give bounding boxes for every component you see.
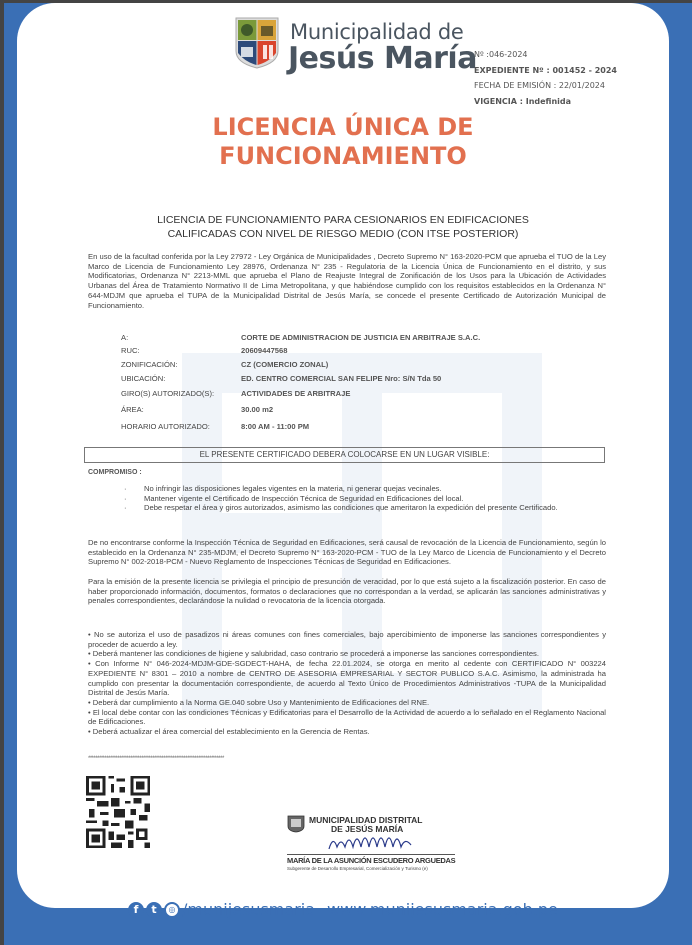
twitter-icon[interactable]: t (146, 902, 162, 918)
condition-item: • El local debe contar con las condiciones Técnicas y Edificatorias para el Desarrollo de la Actividad de acuerdo a lo señalado en el Reglamento Nacional de Edificaciones. (88, 707, 606, 727)
issue-date-label: FECHA DE EMISIÓN : (474, 81, 557, 90)
commitment-item (88, 503, 606, 513)
condition-item: • Deberá actualizar el área comercial del establecimiento en la Gerencia de Rentas. (88, 727, 370, 737)
license-title-line1: LICENCIA ÚNICA DE (212, 113, 474, 141)
document-number-value: 046-2024 (489, 50, 528, 59)
field-value: CZ (COMERCIO ZONAL) (241, 360, 329, 369)
condition-item: • Con Informe N° 046-2024-MDJM-GDE-SGDECT-HAHA, de fecha 22.01.2024, se otorga en merito al cedente con CERTIFICADO N° 003224 EXPEDIENTE N° 8301 – 2010 a nombre de CENTRO DE ASESORIA EMPRESARIAL Y SECTOR PUBLICO S.A.C. Asimismo, la administrada ha cumplido con presentar la documentación correspondiente, de acuerdo al Texto Único de Procedimientos Administrativos -TUPA de la Municipalidad Distrital de Jesús María. (88, 659, 606, 698)
document-number (474, 47, 617, 63)
signatory-name: MARÍA DE LA ASUNCIÓN ESCUDERO ARGUEDAS (287, 856, 456, 865)
conditions-list (88, 630, 606, 737)
license-subtitle (17, 213, 669, 241)
field-label: ZONIFICACIÓN: (121, 360, 178, 369)
commitment-list (88, 484, 606, 513)
field-value: CORTE DE ADMINISTRACION DE JUSTICIA EN ARBITRAJE S.A.C. (241, 333, 481, 342)
municipality-header (235, 17, 495, 79)
document-metadata (474, 47, 617, 109)
facebook-icon[interactable]: f (128, 902, 144, 918)
validity-label: VIGENCIA : (474, 96, 523, 106)
field-value: ACTIVIDADES DE ARBITRAJE (241, 389, 351, 398)
license-title-line2: FUNCIONAMIENTO (219, 142, 467, 170)
signatory-role: Subgerente de Desarrollo Empresarial, Comercialización y Turismo (e) (287, 866, 428, 871)
condition-item: • No se autoriza el uso de pasadizos ni áreas comunes con fines comerciales, bajo apercibimiento de imponerse las sanciones correspondientes y proceder de acuerdo a ley. (88, 630, 606, 649)
bullet-icon: · (124, 484, 127, 493)
condition-item: • Deberá dar cumplimiento a la Norma GE.040 sobre Uso y Mantenimiento de Edificaciones del RNE. (88, 697, 430, 707)
commitment-item-text: Mantener vigente el Certificado de Inspección Técnica de Seguridad en Edificaciones del local. (144, 493, 464, 503)
field-label: RUC: (121, 346, 140, 355)
field-label: A: (121, 333, 129, 342)
document-number-label: Nº : (474, 50, 489, 59)
social-handle[interactable]: /munijesusmaria (182, 900, 316, 919)
municipality-name-line2: Jesús María (288, 41, 477, 76)
commitment-item (88, 484, 606, 494)
validity-value: Indefinida (525, 96, 572, 106)
qr-code[interactable] (83, 773, 153, 851)
bullet-icon: · (124, 493, 127, 503)
field-value: 20609447568 (241, 346, 288, 355)
expediente-label: EXPEDIENTE Nº : (474, 65, 550, 75)
footer-contact (128, 899, 558, 921)
field-label: HORARIO AUTORIZADO: (121, 422, 210, 431)
stamp-line2: DE JESÚS MARÍA (331, 824, 404, 834)
veracity-paragraph: Para la emisión de la presente licencia se privilegia el principio de presunción de veracidad, por lo que está sujeto a la fiscalización posterior. En caso de haber proporcionado información, documentos, formatos o declaraciones que no correspondan a la verdad, se aplicarán las sanciones administrativas y penales correspondientes, declarándose la nulidad o revocatoria de la licencia otorgada. (88, 577, 606, 606)
issue-date-value: 22/01/2024 (558, 81, 605, 90)
field-label: UBICACIÓN: (121, 374, 166, 383)
website-link[interactable]: www.munijesusmaria.gob.pe (327, 900, 558, 919)
stamp-line1: MUNICIPALIDAD DISTRITAL (309, 815, 423, 825)
bullet-icon: · (124, 503, 127, 513)
commitment-item-text: No infringir las disposiciones legales vigentes en la materia, ni generar quejas vecinales. (144, 484, 442, 493)
visible-place-notice: EL PRESENTE CERTIFICADO DEBERA COLOCARSE EN UN LUGAR VISIBLE: (84, 447, 605, 463)
handwritten-signature (327, 825, 437, 855)
official-stamp (287, 811, 487, 881)
field-label: ÁREA: (121, 405, 144, 414)
stamp-shield-icon (287, 815, 305, 833)
field-value: 30.00 m2 (241, 405, 274, 414)
intro-paragraph: En uso de la facultad conferida por la Ley 27972 - Ley Orgánica de Municipalidades , Decreto Supremo N° 163-2020-PCM que aprueba el TUO de la Ley Marco de Licencia de Funcionamiento Ley 28976, Ordenanza N° 235 - Regulatoria de la Licencia Única de Funcionamiento en el distrito, y sus Modificatorias, Ordenanza N° 2213-MML que aprueba el Plano de Reajuste Integral de Zonificación de los Usos para la Ubicación de Actividades Urbanas del Área de Tratamiento Normativo II de Lima Metropolitana, y que habiéndose cumplido con los requisitos establecidos en la Ordenanza N° 644-MDJM que aprueba el TUPA de la Municipalidad Distrital de Jesús María, se concede el presente Certificado de Autorización Municipal de Funcionamiento. (88, 252, 606, 310)
commitment-item (88, 494, 606, 504)
issue-date (474, 78, 617, 94)
expediente-value: 001452 - 2024 (552, 65, 617, 75)
license-title (17, 113, 669, 171)
commitment-item-text: Debe respetar el área y giros autorizados, asimismo las condiciones que ameritaron la expedición del presente Certificado. (144, 503, 558, 513)
commitment-heading: COMPROMISO : (88, 469, 142, 476)
field-label: GIRO(S) AUTORIZADO(S): (121, 389, 215, 398)
license-subtitle-line2: CALIFICADAS CON NIVEL DE RIESGO MEDIO (CON ITSE POSTERIOR) (167, 228, 519, 240)
field-value: ED. CENTRO COMERCIAL SAN FELIPE Nro: S/N Tda 50 (241, 374, 442, 383)
municipality-name-line1: Municipalidad de (290, 20, 464, 44)
field-value: 8:00 AM - 11:00 PM (241, 422, 310, 431)
condition-item: • Deberá mantener las condiciones de higiene y salubridad, caso contrario se procederá a imponerse las sanciones correspondientes. (88, 649, 539, 659)
asterisk-separator: ************************************************************************** (88, 756, 224, 762)
municipality-shield-logo (235, 17, 279, 69)
validity (474, 94, 617, 110)
license-document (17, 3, 669, 908)
license-subtitle-line1: LICENCIA DE FUNCIONAMIENTO PARA CESIONARIOS EN EDIFICACIONES (157, 214, 529, 226)
revocation-paragraph: De no encontrarse conforme la Inspección Técnica de Seguridad en Edificaciones, será causal de revocación de la Licencia de Funcionamiento, según lo establecido en la Ordenanza N° 235-MDJM, el Decreto Supremo N° 163-2020-PCM - TUO de la Ley Marco de Licencia de Funcionamiento y el Decreto Supremo N° 002-2018-PCM - Nuevo Reglamento de Inspecciones Técnicas de Seguridad en Edificaciones. (88, 538, 606, 567)
scan-edge-left (0, 0, 4, 945)
instagram-icon[interactable]: ◎ (164, 902, 180, 918)
expediente (474, 63, 617, 79)
